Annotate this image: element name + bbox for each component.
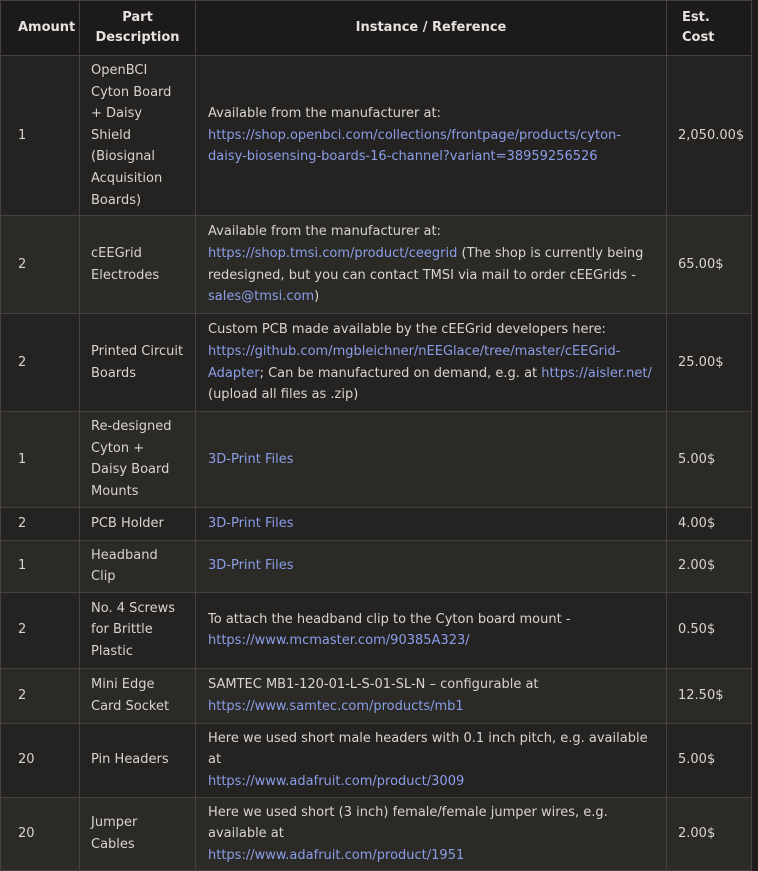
- reference-link[interactable]: https://aisler.net/: [541, 365, 652, 381]
- reference-link[interactable]: https://www.mcmaster.com/90385A323/: [208, 633, 470, 649]
- reference-text: Here we used short male headers with 0.1 inch pitch, e.g. available at: [208, 730, 648, 768]
- reference-text: (upload all files as .zip): [208, 387, 359, 403]
- cell-description: Headband Clip: [80, 540, 196, 592]
- cell-description: PCB Holder: [80, 507, 196, 540]
- reference-email-link[interactable]: sales@tmsi.com: [208, 289, 315, 305]
- header-part-description-line2: Description: [95, 30, 180, 45]
- cell-description: Mini Edge Card Socket: [80, 668, 196, 723]
- table-row: [1, 797, 752, 871]
- cell-description: Pin Headers: [80, 723, 196, 797]
- cell-reference: [196, 56, 667, 216]
- table-row: [1, 668, 752, 723]
- reference-link[interactable]: 3D-Print Files: [208, 451, 294, 467]
- cell-description: Jumper Cables: [80, 797, 196, 871]
- cell-amount: 2: [1, 314, 80, 412]
- table-row: [1, 592, 752, 668]
- reference-link[interactable]: https://github.com/mgbleichner/nEEGlace/tree/master/cEEGrid-Adapter: [208, 344, 621, 381]
- cell-reference: [196, 797, 667, 871]
- cell-amount: 2: [1, 668, 80, 723]
- table-row: [1, 56, 752, 216]
- reference-text: ): [314, 289, 320, 305]
- cell-cost: 0.50$: [667, 592, 752, 668]
- cell-cost: 2.00$: [667, 797, 752, 871]
- reference-text: Available from the manufacturer at:: [208, 106, 441, 122]
- table-row: [1, 314, 752, 412]
- cell-reference: [196, 668, 667, 723]
- cell-cost: 12.50$: [667, 668, 752, 723]
- table-row: [1, 540, 752, 592]
- reference-text: Here we used short (3 inch) female/female jumper wires, e.g. available at: [208, 804, 608, 842]
- cell-description: OpenBCI Cyton Board + Daisy Shield (Biosignal Acquisition Boards): [80, 56, 196, 216]
- reference-link[interactable]: https://shop.tmsi.com/product/ceegrid: [208, 246, 458, 262]
- cell-cost: 5.00$: [667, 723, 752, 797]
- table-row: [1, 412, 752, 507]
- reference-link[interactable]: 3D-Print Files: [208, 515, 294, 531]
- reference-text: SAMTEC MB1-120-01-L-S-01-SL-N – configurable at: [208, 677, 539, 693]
- reference-link[interactable]: https://www.adafruit.com/product/1951: [208, 847, 465, 863]
- header-instance-reference: Instance / Reference: [196, 1, 667, 56]
- cell-description: cEEGrid Electrodes: [80, 216, 196, 314]
- cell-amount: 20: [1, 723, 80, 797]
- reference-link[interactable]: https://shop.openbci.com/collections/frontpage/products/cyton-daisy-biosensing-boards-16-channel?variant=38959256526: [208, 127, 621, 165]
- cell-description: Re-designed Cyton + Daisy Board Mounts: [80, 412, 196, 507]
- header-est-cost: Est. Cost: [667, 1, 752, 56]
- cell-amount: 2: [1, 592, 80, 668]
- reference-text: To attach the headband clip to the Cyton board mount -: [208, 611, 571, 627]
- reference-link[interactable]: https://www.samtec.com/products/mb1: [208, 698, 464, 714]
- cell-cost: 2,050.00$: [667, 56, 752, 216]
- cell-reference: [196, 216, 667, 314]
- cell-description: No. 4 Screws for Brittle Plastic: [80, 592, 196, 668]
- reference-link[interactable]: https://www.adafruit.com/product/3009: [208, 773, 465, 789]
- cell-reference: [196, 507, 667, 540]
- cell-amount: 1: [1, 56, 80, 216]
- cell-amount: 20: [1, 797, 80, 871]
- reference-text: (The shop is currently being redesigned, but you can contact TMSI via mail to order cEEGrids -: [208, 246, 644, 283]
- reference-text: Custom PCB made available by the cEEGrid developers here:: [208, 322, 606, 338]
- table-row: [1, 723, 752, 797]
- cell-amount: 2: [1, 507, 80, 540]
- header-amount: Amount: [1, 1, 80, 56]
- cell-amount: 1: [1, 412, 80, 507]
- cell-amount: 1: [1, 540, 80, 592]
- cell-amount: 2: [1, 216, 80, 314]
- table-header-row: [1, 1, 752, 56]
- cell-description: Printed Circuit Boards: [80, 314, 196, 412]
- cell-cost: 65.00$: [667, 216, 752, 314]
- cell-reference: [196, 723, 667, 797]
- cell-cost: 4.00$: [667, 507, 752, 540]
- cell-reference: [196, 314, 667, 412]
- cell-reference: [196, 412, 667, 507]
- table-row: [1, 216, 752, 314]
- cell-reference: [196, 592, 667, 668]
- table-row: [1, 507, 752, 540]
- cell-cost: 25.00$: [667, 314, 752, 412]
- cell-reference: [196, 540, 667, 592]
- cell-cost: 2.00$: [667, 540, 752, 592]
- cell-cost: 5.00$: [667, 412, 752, 507]
- reference-text: ; Can be manufactured on demand, e.g. at: [259, 365, 542, 381]
- header-part-description: [80, 1, 196, 56]
- reference-link[interactable]: 3D-Print Files: [208, 558, 294, 574]
- reference-text: Available from the manufacturer at:: [208, 224, 441, 240]
- header-part-description-line1: Part: [122, 10, 153, 25]
